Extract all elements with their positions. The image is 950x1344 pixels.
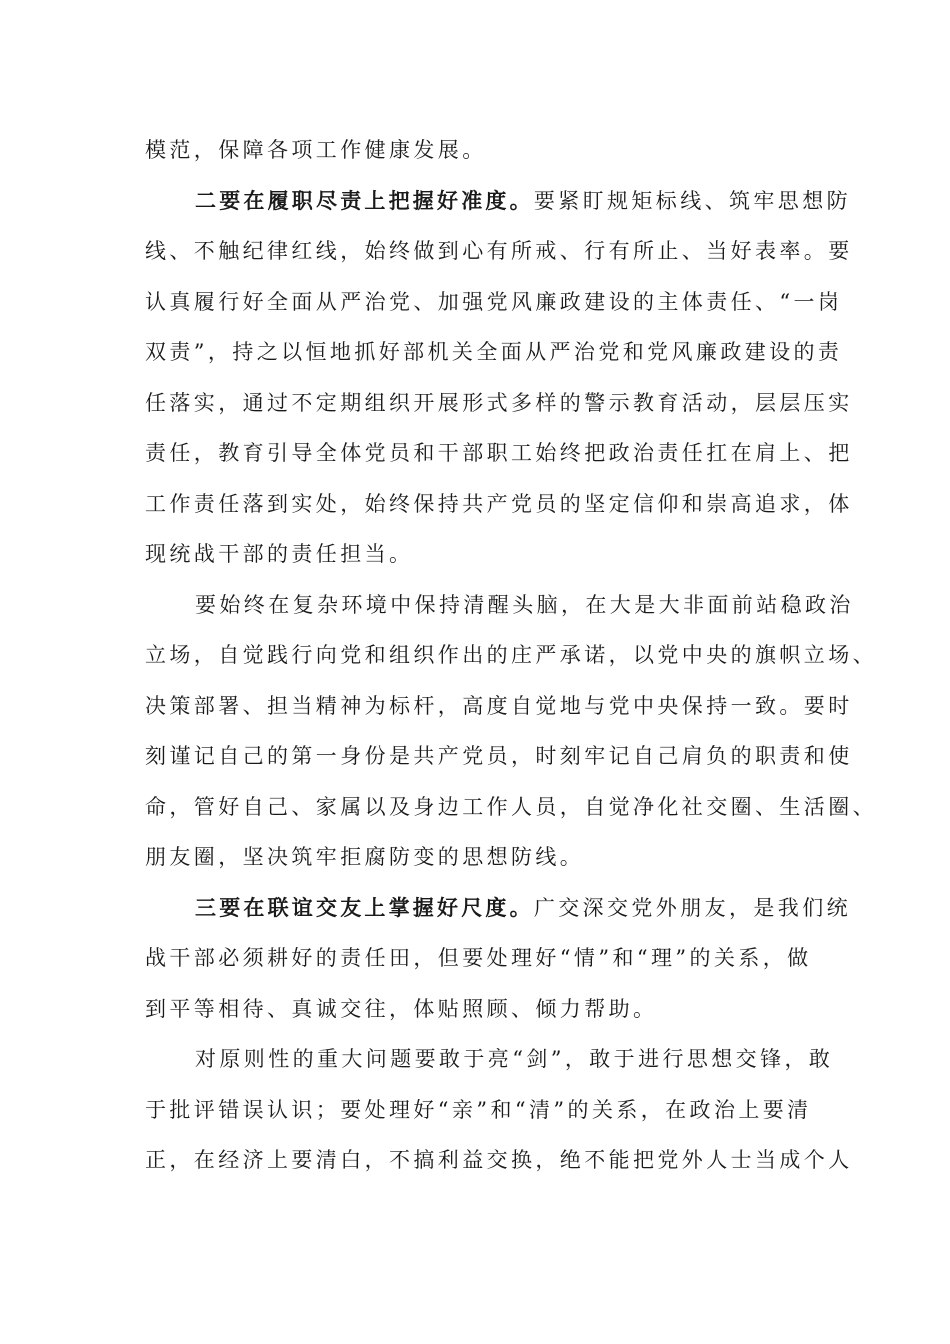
- text-line: [145, 428, 853, 479]
- line-text: 广交深交党外朋友，是我们统: [533, 895, 852, 920]
- text-line: [145, 580, 854, 631]
- text-line: [145, 1135, 853, 1186]
- text-line: [145, 277, 843, 328]
- text-line: [145, 630, 877, 681]
- paragraph-heading: 三要在联谊交友上掌握好尺度。: [195, 895, 534, 920]
- line-text: 正，在经济上要清白，不搞利益交换，绝不能把党外人士当成个人: [145, 1148, 853, 1172]
- line-text: 要紧盯规矩标线、筑牢思想防: [533, 188, 852, 213]
- line-text: 决策部署、担当精神为标杆，高度自觉地与党中央保持一致。要时: [145, 693, 853, 718]
- line-text: 工作责任落到实处，始终保持共产党员的坚定信仰和崇高追求，体: [145, 491, 853, 516]
- text-line: [145, 681, 853, 732]
- line-text: 立场，自觉践行向党和组织作出的庄严承诺，以党中央的旗帜立场、: [145, 643, 877, 667]
- paragraph-heading: 二要在履职尽责上把握好准度。: [195, 188, 534, 213]
- document-body: [145, 125, 877, 1186]
- text-line: [145, 731, 853, 782]
- line-text: 任落实，通过不定期组织开展形式多样的警示教育活动，层层压实: [145, 390, 853, 415]
- text-line: [145, 832, 825, 883]
- text-line: [145, 1085, 825, 1136]
- line-text: 认真履行好全面从严治党、加强党风廉政建设的主体责任、“一岗: [145, 289, 843, 314]
- text-line: [145, 782, 877, 833]
- line-text: 到平等相待、真诚交往，体贴照顾、倾力帮助。: [145, 996, 658, 1021]
- text-line: [145, 529, 825, 580]
- line-text: 线、不触纪律红线，始终做到心有所戒、行有所止、当好表率。要: [145, 239, 853, 263]
- text-line: [145, 226, 853, 277]
- line-text: 模范，保障各项工作健康发展。: [145, 138, 487, 162]
- text-line: [145, 176, 852, 227]
- line-text: 双责”，持之以恒地抓好部机关全面从严治党和党风廉政建设的责: [145, 340, 843, 364]
- text-line: [145, 883, 852, 934]
- text-line: [145, 984, 825, 1035]
- line-text: 朋友圈，坚决筑牢拒腐防变的思想防线。: [145, 845, 585, 869]
- text-line: [145, 327, 843, 378]
- line-text: 于批评错误认识；要处理好“亲”和“清”的关系，在政治上要清: [145, 1097, 812, 1122]
- text-line: [145, 933, 825, 984]
- line-text: 对原则性的重大问题要敢于亮“剑”，敢于进行思想交锋，敢: [195, 1047, 834, 1071]
- line-text: 现统战干部的责任担当。: [145, 542, 414, 566]
- line-text: 刻谨记自己的第一身份是共产党员，时刻牢记自己肩负的职责和使: [145, 744, 853, 768]
- line-text: 命，管好自己、家属以及身边工作人员，自觉净化社交圈、生活圈、: [145, 794, 877, 819]
- line-text: 责任，教育引导全体党员和干部职工始终把政治责任扛在肩上、把: [145, 441, 853, 465]
- line-text: 战干部必须耕好的责任田，但要处理好“情”和“理”的关系，做: [145, 946, 812, 970]
- text-line: [145, 125, 825, 176]
- line-text: 要始终在复杂环境中保持清醒头脑，在大是大非面前站稳政治: [195, 592, 854, 617]
- text-line: [145, 1034, 834, 1085]
- text-line: [145, 378, 853, 429]
- text-line: [145, 479, 853, 530]
